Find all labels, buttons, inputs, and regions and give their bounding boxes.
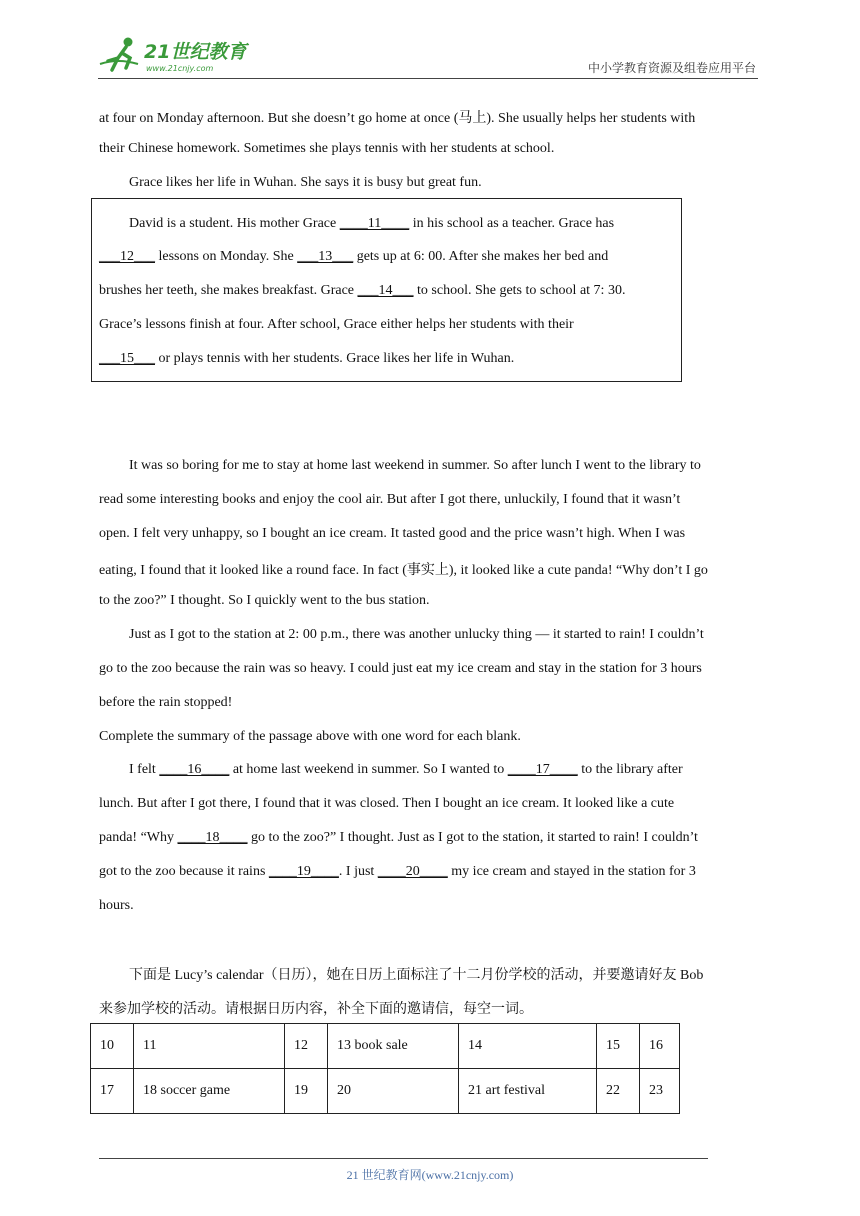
text-line: It was so boring for me to stay at home last weekend in summer. So after lunch I went to the library to [129,458,701,473]
blank-14[interactable]: ___14___ [357,283,414,298]
blank-18[interactable]: ____18____ [177,830,248,845]
calendar-cell: 16 [640,1024,680,1069]
calendar-cell: 22 [597,1069,640,1114]
calendar-cell: 13 book sale [328,1024,459,1069]
text-line: to the zoo?” I thought. So I quickly went to the bus station. [99,593,430,608]
instruction: Complete the summary of the passage above with one word for each blank. [99,729,521,744]
site-logo [98,34,268,74]
blank-20[interactable]: ____20____ [377,864,448,879]
runner-icon [100,38,138,71]
header-tagline: 中小学教育资源及组卷应用平台 [587,61,756,75]
calendar-cell: 10 [91,1024,134,1069]
blank-13[interactable]: ___13___ [297,249,354,264]
box-line: Grace’s lessons finish at four. After school, Grace either helps her students with their [99,317,574,332]
summary-line: I felt ____16____ at home last weekend in summer. So I wanted to ____17____ to the library after [129,762,683,777]
box-line: ___12___ lessons on Monday. She ___13___ gets up at 6: 00. After she makes her bed and [99,249,609,264]
text-line: Grace likes her life in Wuhan. She says it is busy but great fun. [129,175,482,190]
text-line: eating, I found that it looked like a round face. In fact (事实上), it looked like a cute panda! “Why don’t I go [99,563,708,578]
summary-line: lunch. But after I got there, I found that it was closed. Then I bought an ice cream. It looked like a cute [99,796,675,811]
calendar-cell: 23 [640,1069,680,1114]
page-header [98,30,758,79]
calendar-cell: 21 art festival [459,1069,597,1114]
calendar-cell: 15 [597,1024,640,1069]
calendar-cell: 14 [459,1024,597,1069]
box-line: ___15___ or plays tennis with her students. Grace likes her life in Wuhan. [99,351,515,366]
calendar-cell: 11 [134,1024,285,1069]
blank-17[interactable]: ____17____ [507,762,578,777]
svg-text:21世纪教育: 21世纪教育 [144,41,247,63]
box-line: David is a student. His mother Grace ____11____ in his school as a teacher. Grace has [129,216,615,231]
calendar-cell: 12 [285,1024,328,1069]
text-line: open. I felt very unhappy, so I bought an ice cream. It tasted good and the price wasn’t high. When I was [99,526,686,541]
text-line: their Chinese homework. Sometimes she plays tennis with her students at school. [99,141,555,156]
blank-11[interactable]: ____11____ [339,216,410,231]
text-line: go to the zoo because the rain was so heavy. I could just eat my ice cream and stay in the station for 3 hours [99,661,702,676]
task-line: 下面是 Lucy’s calendar（日历），她在日历上面标注了十二月份学校的活动，并要邀请好友 Bob [129,968,704,983]
blank-15[interactable]: ___15___ [99,351,155,366]
text-line: at four on Monday afternoon. But she doesn’t go home at once (马上). She usually helps her students with [99,111,696,126]
table-row [91,1069,680,1114]
table-row [91,1024,680,1069]
summary-line: got to the zoo because it rains ____19____. I just ____20____ my ice cream and stayed in the station for 3 [99,864,696,879]
summary-line: hours. [99,898,134,913]
blank-12[interactable]: ___12___ [99,249,155,264]
summary-line: panda! “Why ____18____ go to the zoo?” I thought. Just as I got to the station, it started to rain! I couldn’t [99,830,698,845]
calendar-cell: 20 [328,1069,459,1114]
svg-text:www.21cnjy.com: www.21cnjy.com [146,64,214,73]
box-line: brushes her teeth, she makes breakfast. Grace ___14___ to school. She gets to school at 7: 30. [99,283,626,298]
calendar-cell: 19 [285,1069,328,1114]
calendar-cell: 18 soccer game [134,1069,285,1114]
footer-divider [99,1158,708,1159]
text-line: before the rain stopped! [99,695,233,710]
blank-19[interactable]: ____19____ [268,864,339,879]
calendar-cell: 17 [91,1069,134,1114]
text-line: read some interesting books and enjoy the cool air. But after I got there, unluckily, I found that it wasn’t [99,492,681,507]
page-footer[interactable]: 21 世纪教育网(www.21cnjy.com) [346,1168,514,1182]
text-line: Just as I got to the station at 2: 00 p.m., there was another unlucky thing — it started to rain! I couldn’t [129,627,704,642]
calendar-table [90,1023,680,1114]
blank-16[interactable]: ____16____ [159,762,230,777]
task-line: 来参加学校的活动。请根据日历内容，补全下面的邀请信，每空一词。 [99,1002,533,1017]
